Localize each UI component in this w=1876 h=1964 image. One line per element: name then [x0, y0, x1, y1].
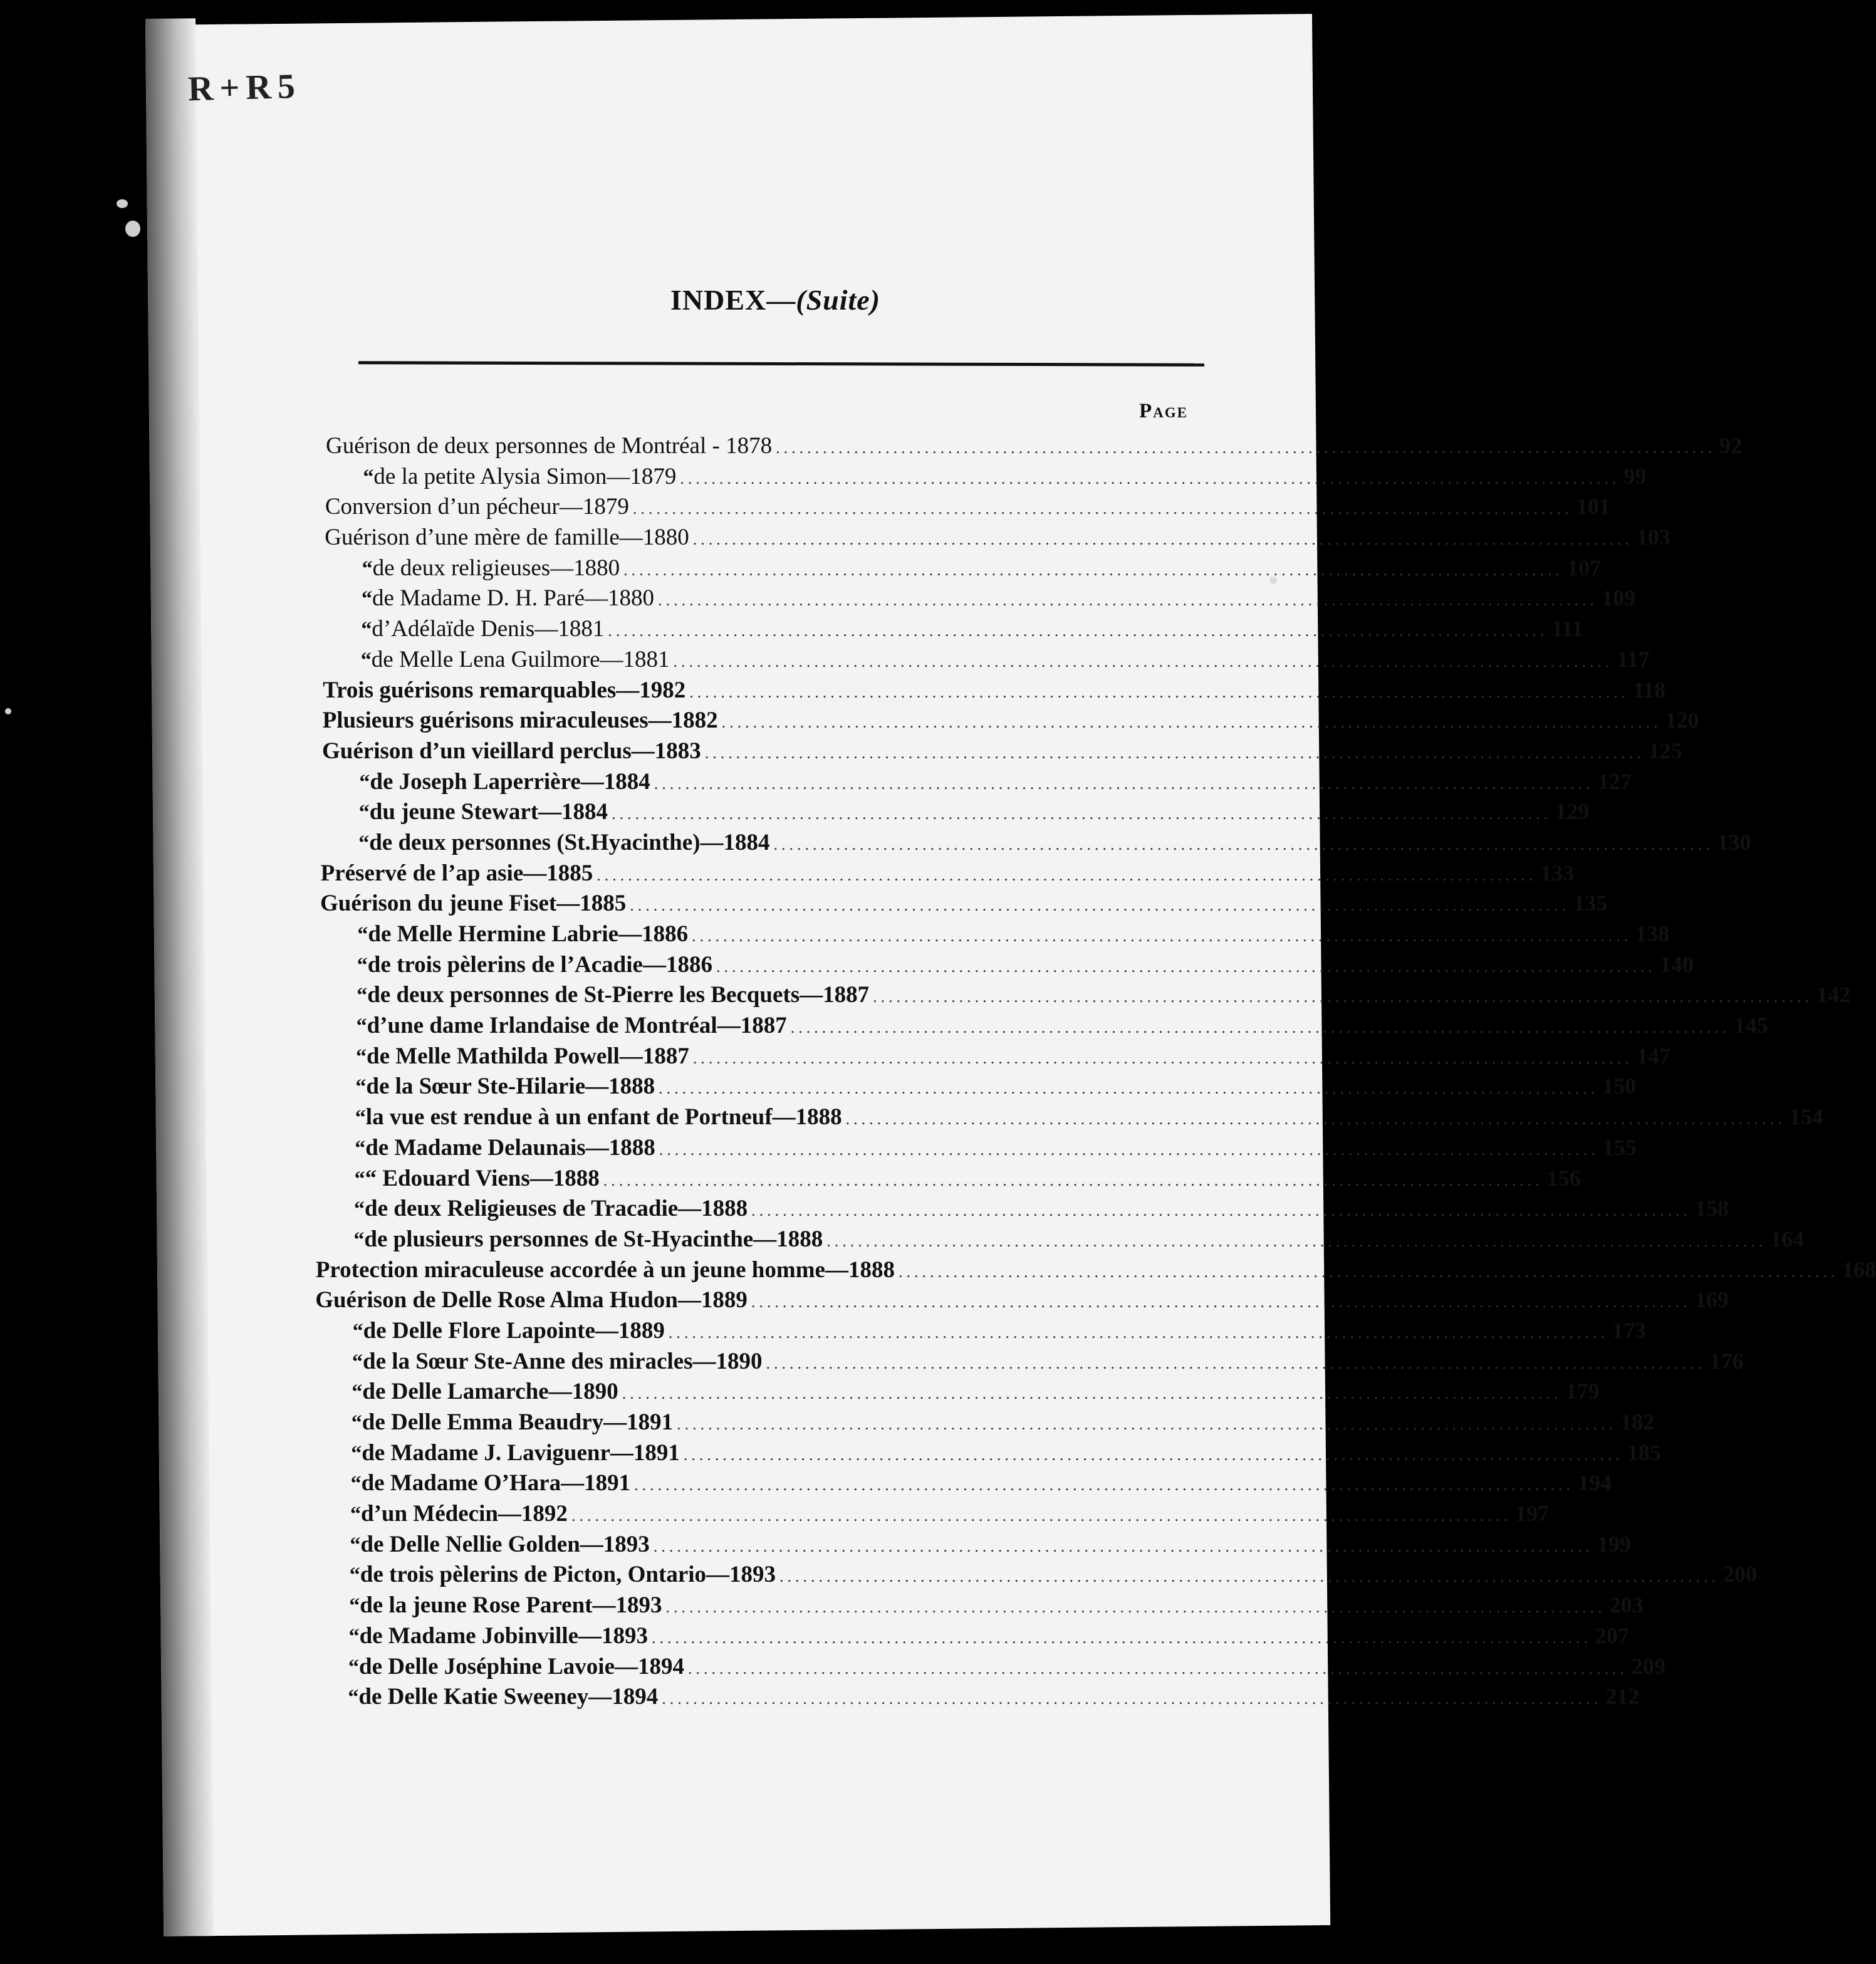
entry-page-number: 155	[1602, 1134, 1637, 1160]
dot-leader: ........................................................................................................................	[721, 713, 1662, 732]
entry-title: de Madame O’Hara—1891	[361, 1470, 631, 1497]
entry-page-number: 203	[1609, 1592, 1644, 1618]
page-title	[670, 283, 880, 316]
index-entry	[363, 463, 1647, 494]
index-entry	[326, 432, 1743, 463]
entry-page-number: 138	[1635, 921, 1670, 946]
dot-leader: ........................................................................................................................	[773, 835, 1714, 854]
index-entry	[359, 768, 1632, 799]
entry-title: Trois guérisons remarquables—1982	[323, 677, 686, 703]
entry-title: de Melle Hermine Labrie—1886	[368, 921, 689, 947]
index-entry	[349, 1592, 1644, 1622]
ditto-mark: “	[351, 1411, 362, 1434]
index-entry	[349, 1561, 1758, 1592]
entry-title: de Melle Mathilda Powell—1887	[367, 1043, 689, 1069]
dot-leader: ........................................................................................................................	[692, 927, 1632, 945]
index-label: INDEX—	[670, 284, 796, 316]
ditto-mark: “	[348, 1624, 360, 1648]
entry-page-number: 154	[1789, 1104, 1823, 1130]
index-entries	[315, 432, 1876, 1714]
index-entry	[320, 890, 1608, 921]
entry-page-number: 92	[1719, 433, 1743, 458]
entry-title: de trois pèlerins de l’Acadie—1886	[367, 951, 712, 978]
entry-title: de deux personnes (St.Hyacinthe)—1884	[369, 829, 770, 855]
entry-title: d’Adélaïde Denis—1881	[372, 616, 605, 642]
entry-page-number: 209	[1632, 1653, 1666, 1679]
suite-label: (Suite)	[796, 284, 881, 316]
index-entry	[358, 798, 1590, 829]
index-entry	[348, 1653, 1666, 1684]
entry-page-number: 150	[1602, 1073, 1637, 1099]
entry-title: Guérison de deux personnes de Montréal - 1878	[326, 433, 773, 459]
entry-page-number: 185	[1627, 1439, 1661, 1465]
index-entry	[325, 493, 1610, 524]
scan-speck	[125, 221, 140, 237]
ditto-mark: “	[355, 1106, 366, 1130]
ditto-mark: “	[357, 953, 368, 977]
entry-page-number: 125	[1648, 738, 1682, 763]
dot-leader: ........................................................................................................................	[634, 1476, 1575, 1495]
index-entry	[352, 1348, 1744, 1379]
ditto-mark: “	[355, 1136, 366, 1160]
entry-title: de Delle Flore Lapointe—1889	[363, 1317, 665, 1344]
entry-title: de deux religieuses—1880	[372, 555, 620, 581]
ditto-mark: “	[356, 1045, 367, 1068]
dot-leader: ........................................................................................................................	[776, 439, 1716, 457]
entry-page-number: 212	[1605, 1684, 1640, 1710]
entry-title: Conversion d’un pécheur—1879	[325, 494, 629, 520]
dot-leader: ........................................................................................................................	[630, 896, 1570, 915]
index-entry	[351, 1439, 1661, 1470]
entry-title: la vue est rendue à un enfant de Portneuf—1888	[365, 1104, 842, 1131]
ditto-mark: “	[351, 1441, 362, 1465]
dot-leader: ........................................................................................................................	[622, 1384, 1562, 1403]
entry-page-number: 207	[1595, 1622, 1630, 1648]
ditto-mark: “	[362, 587, 372, 611]
index-entry	[354, 1165, 1581, 1196]
ditto-mark: “	[349, 1564, 360, 1587]
entry-title: de la Sœur Ste-Hilarie—1888	[366, 1073, 655, 1100]
index-entry	[355, 1104, 1823, 1134]
dot-leader: ........................................................................................................................	[612, 805, 1552, 823]
index-entry	[356, 1043, 1670, 1073]
dot-leader: ........................................................................................................................	[873, 988, 1813, 1006]
ditto-mark: “	[358, 801, 370, 825]
ditto-mark: “	[361, 618, 372, 642]
entry-page-number: 158	[1695, 1196, 1729, 1221]
index-entry	[320, 860, 1575, 891]
index-entry	[361, 615, 1583, 646]
entry-page-number: 120	[1665, 708, 1699, 733]
entry-title: Plusieurs guérisons miraculeuses—1882	[322, 708, 718, 734]
entry-page-number: 135	[1573, 891, 1608, 916]
index-entry	[350, 1500, 1549, 1531]
entry-title: de Joseph Laperrière—1884	[370, 768, 650, 795]
entry-page-number: 164	[1770, 1226, 1805, 1251]
ditto-mark: “	[348, 1655, 359, 1679]
entry-title: Guérison de Delle Rose Alma Hudon—1889	[315, 1287, 748, 1314]
dot-leader: ........................................................................................................................	[716, 957, 1656, 976]
entry-title: “ Edouard Viens—1888	[365, 1165, 600, 1191]
dot-leader: ........................................................................................................................	[653, 1537, 1593, 1555]
entry-title: Guérison d’un vieillard perclus—1883	[322, 738, 701, 764]
ditto-mark: “	[357, 923, 368, 946]
index-entry	[357, 921, 1670, 951]
entry-title: du jeune Stewart—1884	[369, 799, 608, 825]
entry-page-number: 103	[1636, 525, 1670, 550]
entry-title: de la Sœur Ste-Anne des miracles—1890	[363, 1348, 763, 1374]
entry-page-number: 200	[1723, 1562, 1758, 1587]
ditto-mark: “	[350, 1472, 362, 1496]
entry-title: de Madame Jobinville—1893	[359, 1622, 649, 1649]
entry-title: de Delle Joséphine Lavoie—1894	[359, 1653, 685, 1679]
dot-leader: ........................................................................................................................	[845, 1110, 1786, 1129]
index-entry	[322, 738, 1682, 768]
entry-page-number: 109	[1602, 585, 1636, 611]
entry-title: Protection miraculeuse accordée à un jeune homme—1888	[315, 1256, 895, 1283]
index-entry	[315, 1256, 1876, 1287]
dot-leader: ........................................................................................................................	[683, 1445, 1623, 1464]
ditto-mark: “	[358, 831, 370, 855]
entry-page-number: 101	[1576, 494, 1610, 520]
entry-title: de deux Religieuses de Tracadie—1888	[365, 1196, 748, 1222]
index-entry	[352, 1317, 1646, 1348]
index-entry	[315, 1287, 1729, 1317]
entry-page-number: 140	[1659, 951, 1694, 977]
entry-title: Guérison du jeune Fiset—1885	[320, 891, 627, 917]
dot-leader: ........................................................................................................................	[597, 865, 1537, 884]
entry-page-number: 99	[1623, 463, 1647, 489]
ditto-mark: “	[357, 984, 368, 1008]
entry-title: de Delle Emma Beaudry—1891	[362, 1409, 674, 1435]
entry-title: de plusieurs personnes de St-Hyacinthe—1888	[364, 1226, 823, 1252]
entry-page-number: 107	[1567, 555, 1602, 580]
ditto-mark: “	[353, 1228, 365, 1251]
entry-page-number: 176	[1709, 1348, 1744, 1374]
index-entry	[322, 707, 1699, 738]
dot-leader: ........................................................................................................................	[623, 560, 1564, 579]
dot-leader: ........................................................................................................................	[898, 1262, 1838, 1281]
ditto-mark: “	[348, 1686, 359, 1710]
entry-title: d’un Médecin—1892	[361, 1501, 568, 1527]
index-entry	[356, 1012, 1768, 1043]
dot-leader: ........................................................................................................................	[692, 530, 1633, 549]
entry-title: d’une dame Irlandaise de Montréal—1887	[367, 1013, 787, 1039]
ditto-mark: “	[363, 465, 374, 489]
entry-title: de la petite Alysia Simon—1879	[373, 463, 677, 489]
ditto-mark: “	[362, 556, 373, 580]
entry-page-number: 194	[1578, 1470, 1612, 1496]
entry-title: de la jeune Rose Parent—1893	[360, 1592, 662, 1619]
dot-leader: ........................................................................................................................	[689, 682, 1630, 701]
entry-title: de Madame Delaunais—1888	[365, 1134, 655, 1161]
dot-leader: ........................................................................................................................	[658, 591, 1598, 610]
entry-page-number: 130	[1717, 829, 1751, 855]
dot-leader: ........................................................................................................................	[632, 499, 1573, 518]
ditto-mark: “	[354, 1198, 365, 1221]
dot-leader: ........................................................................................................................	[654, 774, 1594, 793]
entry-title: de Delle Katie Sweeney—1894	[358, 1684, 659, 1710]
entry-title: de Madame J. Laviguenr—1891	[362, 1439, 680, 1466]
dot-leader: ........................................................................................................................	[751, 1201, 1692, 1220]
entry-page-number: 156	[1546, 1165, 1581, 1191]
ditto-mark: “	[355, 1075, 367, 1099]
dot-leader: ........................................................................................................................	[826, 1231, 1767, 1250]
ditto-mark: “	[352, 1319, 363, 1343]
dot-leader: ........................................................................................................................	[659, 1079, 1599, 1098]
entry-page-number: 129	[1555, 799, 1590, 825]
index-entry	[351, 1409, 1655, 1439]
entry-page-number: 147	[1636, 1043, 1670, 1068]
entry-title: de trois pèlerins de Picton, Ontario—1893	[360, 1562, 776, 1588]
entry-page-number: 168	[1842, 1256, 1876, 1282]
entry-page-number: 199	[1597, 1531, 1631, 1557]
index-entry	[362, 585, 1636, 615]
dot-leader: ........................................................................................................................	[692, 1048, 1633, 1067]
index-entry	[348, 1683, 1640, 1714]
dot-leader: ........................................................................................................................	[668, 1323, 1608, 1342]
page-column-head: Page	[1139, 400, 1188, 422]
entry-page-number: 145	[1734, 1013, 1768, 1038]
index-entry	[358, 829, 1751, 860]
ditto-mark: “	[352, 1381, 363, 1404]
dot-leader: ........................................................................................................................	[751, 1293, 1691, 1312]
dot-leader: ........................................................................................................................	[665, 1598, 1606, 1617]
ditto-mark: “	[354, 1167, 365, 1191]
ditto-mark: “	[349, 1594, 360, 1618]
entry-title: de Melle Lena Guilmore—1881	[371, 646, 670, 672]
dot-leader: ........................................................................................................................	[608, 622, 1548, 640]
index-entry	[353, 1226, 1805, 1256]
index-entry	[357, 951, 1694, 982]
index-entry	[355, 1134, 1637, 1165]
entry-page-number: 117	[1617, 646, 1650, 672]
entry-page-number: 111	[1551, 616, 1583, 642]
entry-page-number: 133	[1540, 860, 1575, 885]
dot-leader: ........................................................................................................................	[704, 743, 1645, 762]
scan-speck	[117, 199, 128, 208]
entry-page-number: 179	[1565, 1379, 1600, 1404]
index-entry	[350, 1531, 1631, 1562]
entry-title: Guérison d’une mère de famille—1880	[325, 525, 689, 551]
ditto-mark: “	[350, 1503, 361, 1527]
dot-leader: ........................................................................................................................	[688, 1659, 1628, 1678]
index-entry	[348, 1622, 1630, 1653]
entry-title: de Madame D. H. Paré—1880	[372, 585, 655, 612]
dot-leader: ........................................................................................................................	[652, 1628, 1592, 1647]
index-entry	[360, 646, 1650, 677]
dot-leader: ........................................................................................................................	[680, 469, 1620, 488]
index-entry	[354, 1195, 1729, 1226]
index-entry	[323, 677, 1666, 708]
entry-title: de deux personnes de St-Pierre les Becquets—1887	[367, 982, 870, 1008]
entry-page-number: 169	[1694, 1287, 1729, 1313]
index-entry	[325, 524, 1670, 555]
index-entry	[357, 981, 1851, 1012]
dot-leader: ........................................................................................................................	[779, 1567, 1720, 1586]
ditto-mark: “	[352, 1350, 363, 1374]
entry-title: de Delle Nellie Golden—1893	[360, 1531, 650, 1557]
dot-leader: ........................................................................................................................	[673, 652, 1613, 671]
dot-leader: ........................................................................................................................	[677, 1415, 1617, 1433]
index-entry	[362, 555, 1602, 585]
index-entry	[350, 1470, 1612, 1500]
dot-leader: ........................................................................................................................	[571, 1507, 1511, 1525]
entry-page-number: 182	[1620, 1409, 1655, 1434]
ditto-mark: “	[360, 648, 372, 672]
entry-page-number: 173	[1612, 1317, 1646, 1343]
ditto-mark: “	[359, 770, 370, 794]
entry-page-number: 142	[1816, 982, 1851, 1008]
scan-speck	[5, 708, 11, 714]
entry-title: de Delle Lamarche—1890	[362, 1379, 618, 1405]
dot-leader: ........................................................................................................................	[659, 1140, 1599, 1159]
dot-leader: ........................................................................................................................	[603, 1171, 1543, 1189]
dot-leader: ........................................................................................................................	[766, 1354, 1706, 1372]
entry-page-number: 127	[1597, 768, 1632, 794]
ditto-mark: “	[356, 1015, 367, 1038]
dot-leader: ........................................................................................................................	[662, 1690, 1602, 1708]
ditto-mark: “	[350, 1533, 361, 1557]
dot-leader: ........................................................................................................................	[790, 1018, 1731, 1037]
index-entry	[355, 1073, 1637, 1104]
entry-page-number: 197	[1514, 1501, 1549, 1527]
entry-page-number: 118	[1633, 677, 1666, 703]
corner-handwriting: R+R5	[187, 66, 302, 109]
entry-title: Préservé de l’ap asie—1885	[320, 860, 593, 886]
index-entry	[352, 1378, 1600, 1409]
